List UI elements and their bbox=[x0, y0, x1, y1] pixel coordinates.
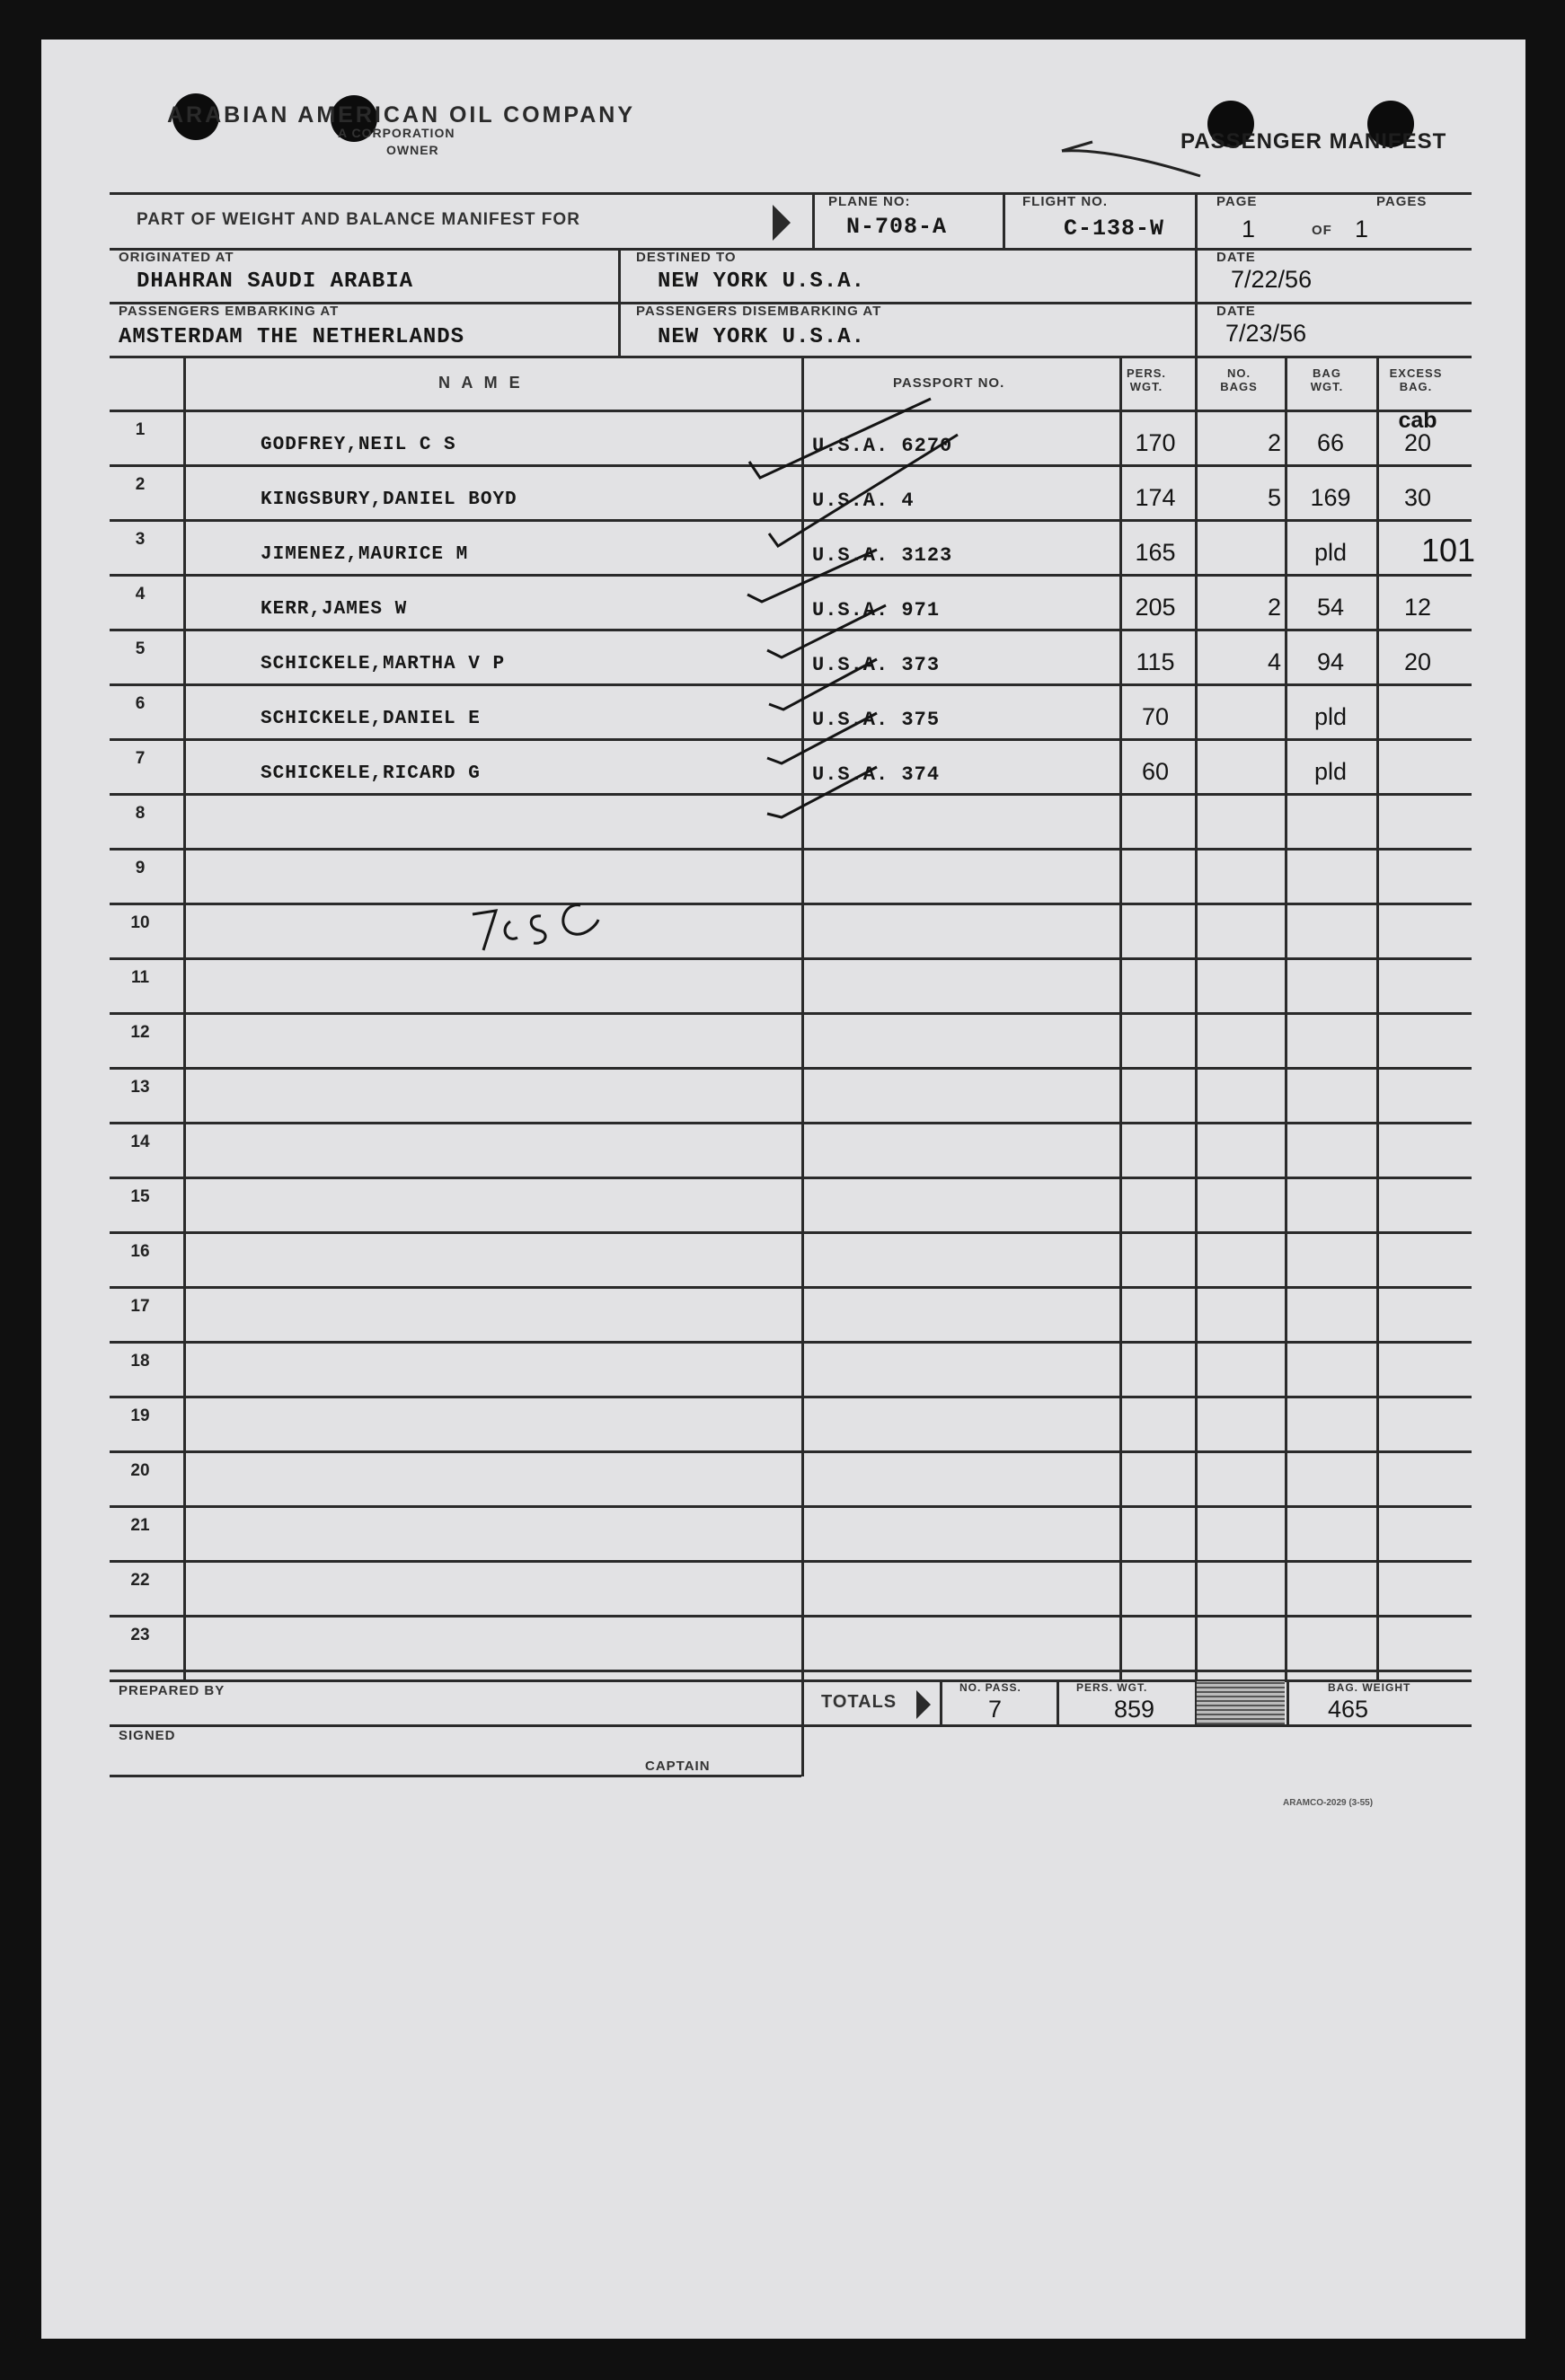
table-row bbox=[41, 1069, 1525, 1124]
arrow-right-icon bbox=[913, 1687, 934, 1723]
excess-bag: 30 bbox=[1403, 484, 1432, 511]
destined-label: DESTINED TO bbox=[636, 250, 737, 265]
originated-label: ORIGINATED AT bbox=[119, 250, 234, 265]
total-pers-wgt: 859 bbox=[1114, 1696, 1155, 1723]
date-originated: 7/22/56 bbox=[1231, 266, 1313, 293]
pers-wgt: 170 bbox=[1135, 429, 1176, 456]
bag-wgt: 94 bbox=[1316, 648, 1345, 675]
manifest-page bbox=[41, 40, 1525, 2339]
row-number: 5 bbox=[135, 639, 146, 658]
page-value: 1 bbox=[1242, 216, 1256, 242]
row-number: 2 bbox=[135, 475, 146, 494]
col-no-bags: NO. BAGS bbox=[1220, 366, 1258, 393]
table-row bbox=[41, 1507, 1525, 1562]
date-disembarking: 7/23/56 bbox=[1225, 320, 1307, 347]
col-name: N A M E bbox=[438, 374, 524, 392]
passenger-name: GODFREY,NEIL C S bbox=[261, 435, 456, 455]
pers-wgt: 60 bbox=[1141, 758, 1170, 785]
date-label-2: DATE bbox=[1216, 304, 1256, 319]
no-bags: 2 bbox=[1267, 594, 1281, 621]
flight-no-value: C-138-W bbox=[1064, 216, 1165, 242]
disembarking-value: NEW YORK U.S.A. bbox=[658, 325, 866, 349]
row-number: 6 bbox=[135, 694, 146, 713]
table-row bbox=[41, 1233, 1525, 1288]
bag-wgt: 169 bbox=[1310, 484, 1351, 511]
bag-wgt: pld bbox=[1313, 703, 1348, 730]
table-row bbox=[41, 1343, 1525, 1397]
row-number: 22 bbox=[130, 1571, 150, 1590]
row-number: 12 bbox=[130, 1023, 150, 1042]
table-row bbox=[41, 1288, 1525, 1343]
prepared-by-label: PREPARED BY bbox=[119, 1683, 225, 1698]
arrow-pen-mark bbox=[1057, 137, 1209, 181]
col-pers-wgt: PERS. WGT. bbox=[1126, 366, 1166, 393]
total-passengers: 7 bbox=[988, 1696, 1003, 1723]
part-of-label: PART OF WEIGHT AND BALANCE MANIFEST FOR bbox=[137, 210, 580, 229]
passport-no: U.S.A. 374 bbox=[812, 763, 941, 786]
row-number: 15 bbox=[130, 1187, 150, 1206]
embarking-label: PASSENGERS EMBARKING AT bbox=[119, 304, 340, 319]
table-row bbox=[41, 1562, 1525, 1617]
col-passport: PASSPORT NO. bbox=[893, 375, 1005, 391]
row-number: 9 bbox=[135, 859, 146, 877]
table-row bbox=[41, 1397, 1525, 1452]
row-number: 7 bbox=[135, 749, 146, 768]
margin-note: 101 bbox=[1421, 532, 1476, 569]
no-pass-label: NO. PASS. bbox=[959, 1681, 1021, 1694]
signed-label: SIGNED bbox=[119, 1728, 176, 1743]
bag-wgt: 54 bbox=[1316, 594, 1345, 621]
row-number: 8 bbox=[135, 804, 146, 823]
passport-no: U.S.A. 375 bbox=[812, 709, 941, 731]
pers-wgt: 165 bbox=[1135, 539, 1176, 566]
passport-no: U.S.A. 971 bbox=[812, 599, 941, 621]
passport-no: U.S.A. 373 bbox=[812, 654, 941, 676]
pages-label: PAGES bbox=[1376, 194, 1428, 209]
row-number: 20 bbox=[130, 1461, 150, 1480]
passenger-name: SCHICKELE,DANIEL E bbox=[261, 709, 481, 729]
pers-wgt: 205 bbox=[1135, 594, 1176, 621]
checkmarks bbox=[742, 354, 976, 830]
bag-wgt: 66 bbox=[1316, 429, 1345, 456]
no-bags: 4 bbox=[1267, 648, 1281, 675]
row-number: 21 bbox=[130, 1516, 150, 1535]
corporation-label: A CORPORATION bbox=[338, 126, 455, 140]
passenger-name: SCHICKELE,RICARD G bbox=[261, 763, 481, 784]
row-number: 11 bbox=[130, 968, 150, 987]
disembarking-label: PASSENGERS DISEMBARKING AT bbox=[636, 304, 882, 319]
document-title: PASSENGER MANIFEST bbox=[1180, 129, 1447, 154]
col-excess: EXCESS BAG. bbox=[1389, 366, 1443, 393]
row-number: 18 bbox=[130, 1352, 150, 1371]
of-label: OF bbox=[1312, 223, 1332, 238]
excess-bag: 12 bbox=[1403, 594, 1432, 621]
originated-value: DHAHRAN SAUDI ARABIA bbox=[137, 269, 414, 294]
row-number: 4 bbox=[135, 585, 146, 604]
bag-wgt: pld bbox=[1313, 539, 1348, 566]
table-row bbox=[41, 1178, 1525, 1233]
plane-no-label: PLANE NO: bbox=[828, 194, 911, 209]
table-row bbox=[41, 1617, 1525, 1671]
form-number: ARAMCO-2029 (3-55) bbox=[1283, 1798, 1374, 1808]
row-number: 13 bbox=[130, 1078, 150, 1097]
handwritten-note bbox=[464, 875, 634, 965]
table-row bbox=[41, 850, 1525, 904]
passenger-name: KERR,JAMES W bbox=[261, 599, 408, 620]
row-number: 16 bbox=[130, 1242, 150, 1261]
row-number: 19 bbox=[130, 1406, 150, 1425]
row-number: 10 bbox=[130, 913, 150, 932]
total-bag-weight: 465 bbox=[1328, 1696, 1369, 1723]
excess-bag: 20 bbox=[1403, 429, 1432, 456]
bag-weight-label: BAG. WEIGHT bbox=[1328, 1681, 1411, 1694]
embarking-value: AMSTERDAM THE NETHERLANDS bbox=[119, 325, 465, 349]
passenger-name: KINGSBURY,DANIEL BOYD bbox=[261, 489, 517, 510]
owner-label: OWNER bbox=[386, 143, 439, 157]
no-bags: 2 bbox=[1267, 429, 1281, 456]
passenger-name: JIMENEZ,MAURICE M bbox=[261, 544, 469, 565]
row-number: 23 bbox=[130, 1626, 150, 1644]
table-row bbox=[41, 1014, 1525, 1069]
destined-value: NEW YORK U.S.A. bbox=[658, 269, 866, 294]
flight-no-label: FLIGHT NO. bbox=[1022, 194, 1108, 209]
pers-wgt-label: PERS. WGT. bbox=[1076, 1681, 1148, 1694]
col-bag-wgt: BAG WGT. bbox=[1310, 366, 1344, 393]
company-name: ARABIAN AMERICAN OIL COMPANY bbox=[167, 102, 636, 128]
passport-no: U.S.A. 4 bbox=[812, 489, 915, 512]
row-number: 1 bbox=[135, 420, 146, 439]
passport-no: U.S.A. 6270 bbox=[812, 435, 953, 457]
bag-wgt: pld bbox=[1313, 758, 1348, 785]
pers-wgt: 70 bbox=[1141, 703, 1170, 730]
excess-bag-note: cab bbox=[1398, 408, 1437, 433]
excess-bag: 20 bbox=[1403, 648, 1432, 675]
pages-value: 1 bbox=[1355, 216, 1369, 242]
arrow-right-icon bbox=[769, 201, 794, 244]
shaded-box bbox=[1197, 1681, 1285, 1724]
passport-no: U.S.A. 3123 bbox=[812, 544, 953, 567]
pers-wgt: 174 bbox=[1135, 484, 1176, 511]
row-number: 17 bbox=[130, 1297, 150, 1316]
plane-no-value: N-708-A bbox=[846, 214, 948, 240]
totals-label: TOTALS bbox=[821, 1692, 897, 1712]
pers-wgt: 115 bbox=[1136, 648, 1175, 675]
date-label: DATE bbox=[1216, 250, 1256, 265]
table-row bbox=[41, 904, 1525, 959]
no-bags: 5 bbox=[1267, 484, 1281, 511]
table-row bbox=[41, 1124, 1525, 1178]
captain-label: CAPTAIN bbox=[645, 1759, 711, 1774]
passenger-name: SCHICKELE,MARTHA V P bbox=[261, 654, 506, 674]
row-number: 14 bbox=[130, 1133, 150, 1151]
table-row bbox=[41, 959, 1525, 1014]
table-row bbox=[41, 1452, 1525, 1507]
row-number: 3 bbox=[135, 530, 146, 549]
page-label: PAGE bbox=[1216, 194, 1258, 209]
